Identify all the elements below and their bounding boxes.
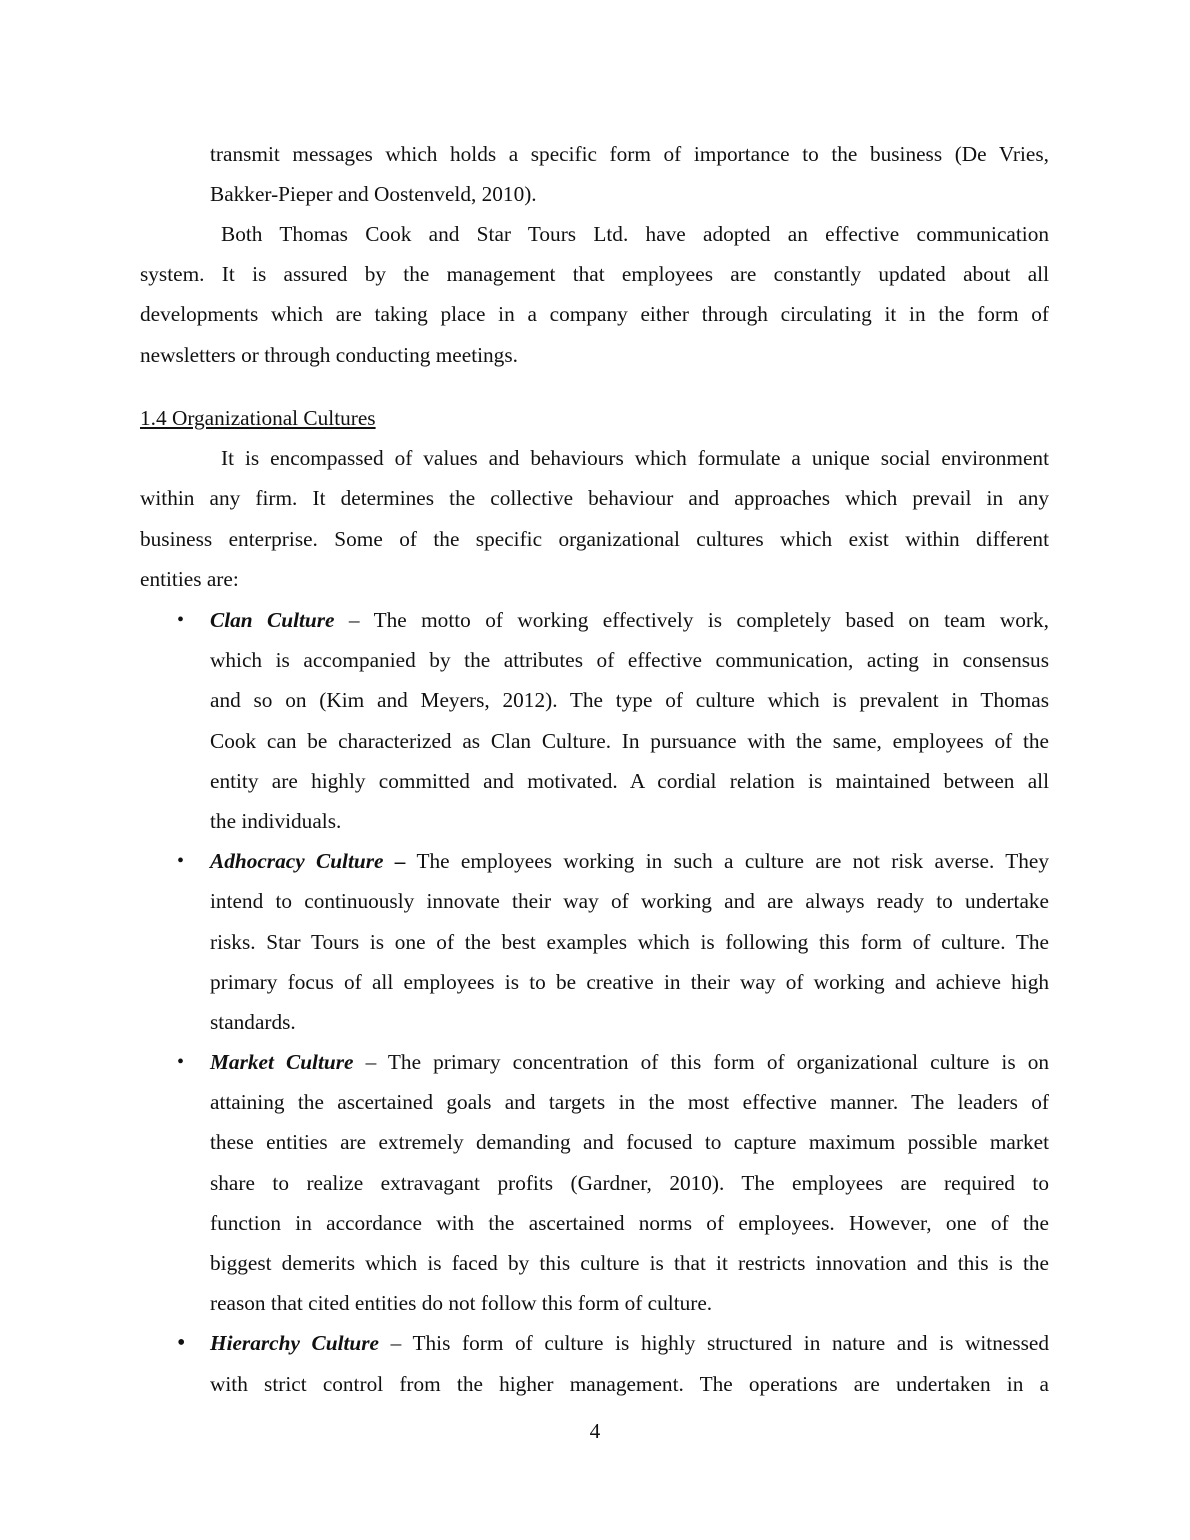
text-line: transmit messages which holds a specific form of importance to the business (De Vries,	[210, 142, 1049, 166]
text-line: system. It is assured by the management that employees are constantly updated about all	[140, 262, 1049, 287]
text-line: attaining the ascertained goals and targets in the most effective manner. The leaders of	[210, 1090, 1049, 1115]
text-fragment: – This form of culture is highly structured in nature and is witnessed	[379, 1331, 1049, 1356]
text-line: these entities are extremely demanding and focused to capture maximum possible market	[210, 1130, 1049, 1155]
text-line: which is accompanied by the attributes of effective communication, acting in consensus	[210, 648, 1049, 673]
text-fragment: The employees working in such a culture are not risk averse. They	[405, 849, 1049, 874]
bullet-icon: •	[177, 850, 185, 873]
text-line: standards.	[210, 1009, 296, 1034]
bullet-title: Clan Culture	[210, 608, 335, 632]
text-line: biggest demerits which is faced by this culture is that it restricts innovation and this is the	[210, 1251, 1049, 1275]
text-line: with strict control from the higher management. The operations are undertaken in a	[210, 1371, 1049, 1396]
text-line	[210, 841, 1049, 881]
bullet-title: Adhocracy Culture –	[210, 849, 406, 874]
text-fragment: – The motto of working effectively is completely based on team work,	[334, 608, 1049, 632]
text-line: the individuals.	[210, 808, 342, 833]
bullet-item-hierarchy	[177, 1323, 1049, 1403]
section-heading-block	[140, 398, 1049, 599]
text-line: entity are highly committed and motivated. A cordial relation is maintained between all	[210, 768, 1049, 793]
text-line: Both Thomas Cook and Star Tours Ltd. have adopted an effective communication	[221, 222, 1049, 246]
text-line: entities are:	[140, 566, 239, 591]
text-line: business enterprise. Some of the specific organizational cultures which exist within different	[140, 526, 1049, 551]
text-line	[210, 1042, 1049, 1082]
text-line: Bakker-Pieper and Oostenveld, 2010).	[210, 182, 537, 207]
culture-bullet-list	[177, 600, 1049, 1404]
text-line: developments which are taking place in a company either through circulating it in the form of	[140, 302, 1049, 327]
text-line: newsletters or through conducting meetings.	[140, 342, 518, 367]
text-line: Cook can be characterized as Clan Culture. In pursuance with the same, employees of the	[210, 728, 1049, 753]
page-number: 4	[589, 1419, 601, 1443]
text-line: function in accordance with the ascertained norms of employees. However, one of the	[210, 1210, 1049, 1235]
bullet-title: Hierarchy Culture	[210, 1331, 379, 1356]
text-line: risks. Star Tours is one of the best examples which is following this form of culture. The	[210, 929, 1049, 954]
bullet-item-clan	[177, 600, 1049, 841]
bullet-icon: •	[177, 1330, 186, 1357]
text-line: share to realize extravagant profits (Gardner, 2010). The employees are required to	[210, 1170, 1049, 1195]
bullet-icon: •	[177, 1051, 185, 1074]
text-line: reason that cited entities do not follow this form of culture.	[210, 1291, 713, 1316]
text-line	[210, 600, 1049, 640]
text-line: It is encompassed of values and behaviours which formulate a unique social environment	[221, 446, 1049, 471]
text-line: intend to continuously innovate their way of working and are always ready to undertake	[210, 889, 1049, 914]
text-fragment: – The primary concentration of this form of organizational culture is on	[353, 1050, 1049, 1075]
text-line: primary focus of all employees is to be creative in their way of working and achieve high	[210, 969, 1049, 994]
bullet-title: Market Culture	[210, 1050, 354, 1075]
paragraph-cultures-intro	[140, 438, 1049, 599]
text-line: within any firm. It determines the collective behaviour and approaches which prevail in any	[140, 486, 1049, 511]
paragraph-continuation	[210, 134, 1049, 214]
bullet-icon: •	[177, 609, 185, 631]
text-line	[210, 1323, 1049, 1363]
text-line: and so on (Kim and Meyers, 2012). The type of culture which is prevalent in Thomas	[210, 688, 1049, 713]
bullet-item-adhocracy	[177, 841, 1049, 1042]
section-heading: 1.4 Organizational Cultures	[140, 406, 376, 430]
paragraph-communication	[140, 214, 1049, 375]
bullet-item-market	[177, 1042, 1049, 1323]
